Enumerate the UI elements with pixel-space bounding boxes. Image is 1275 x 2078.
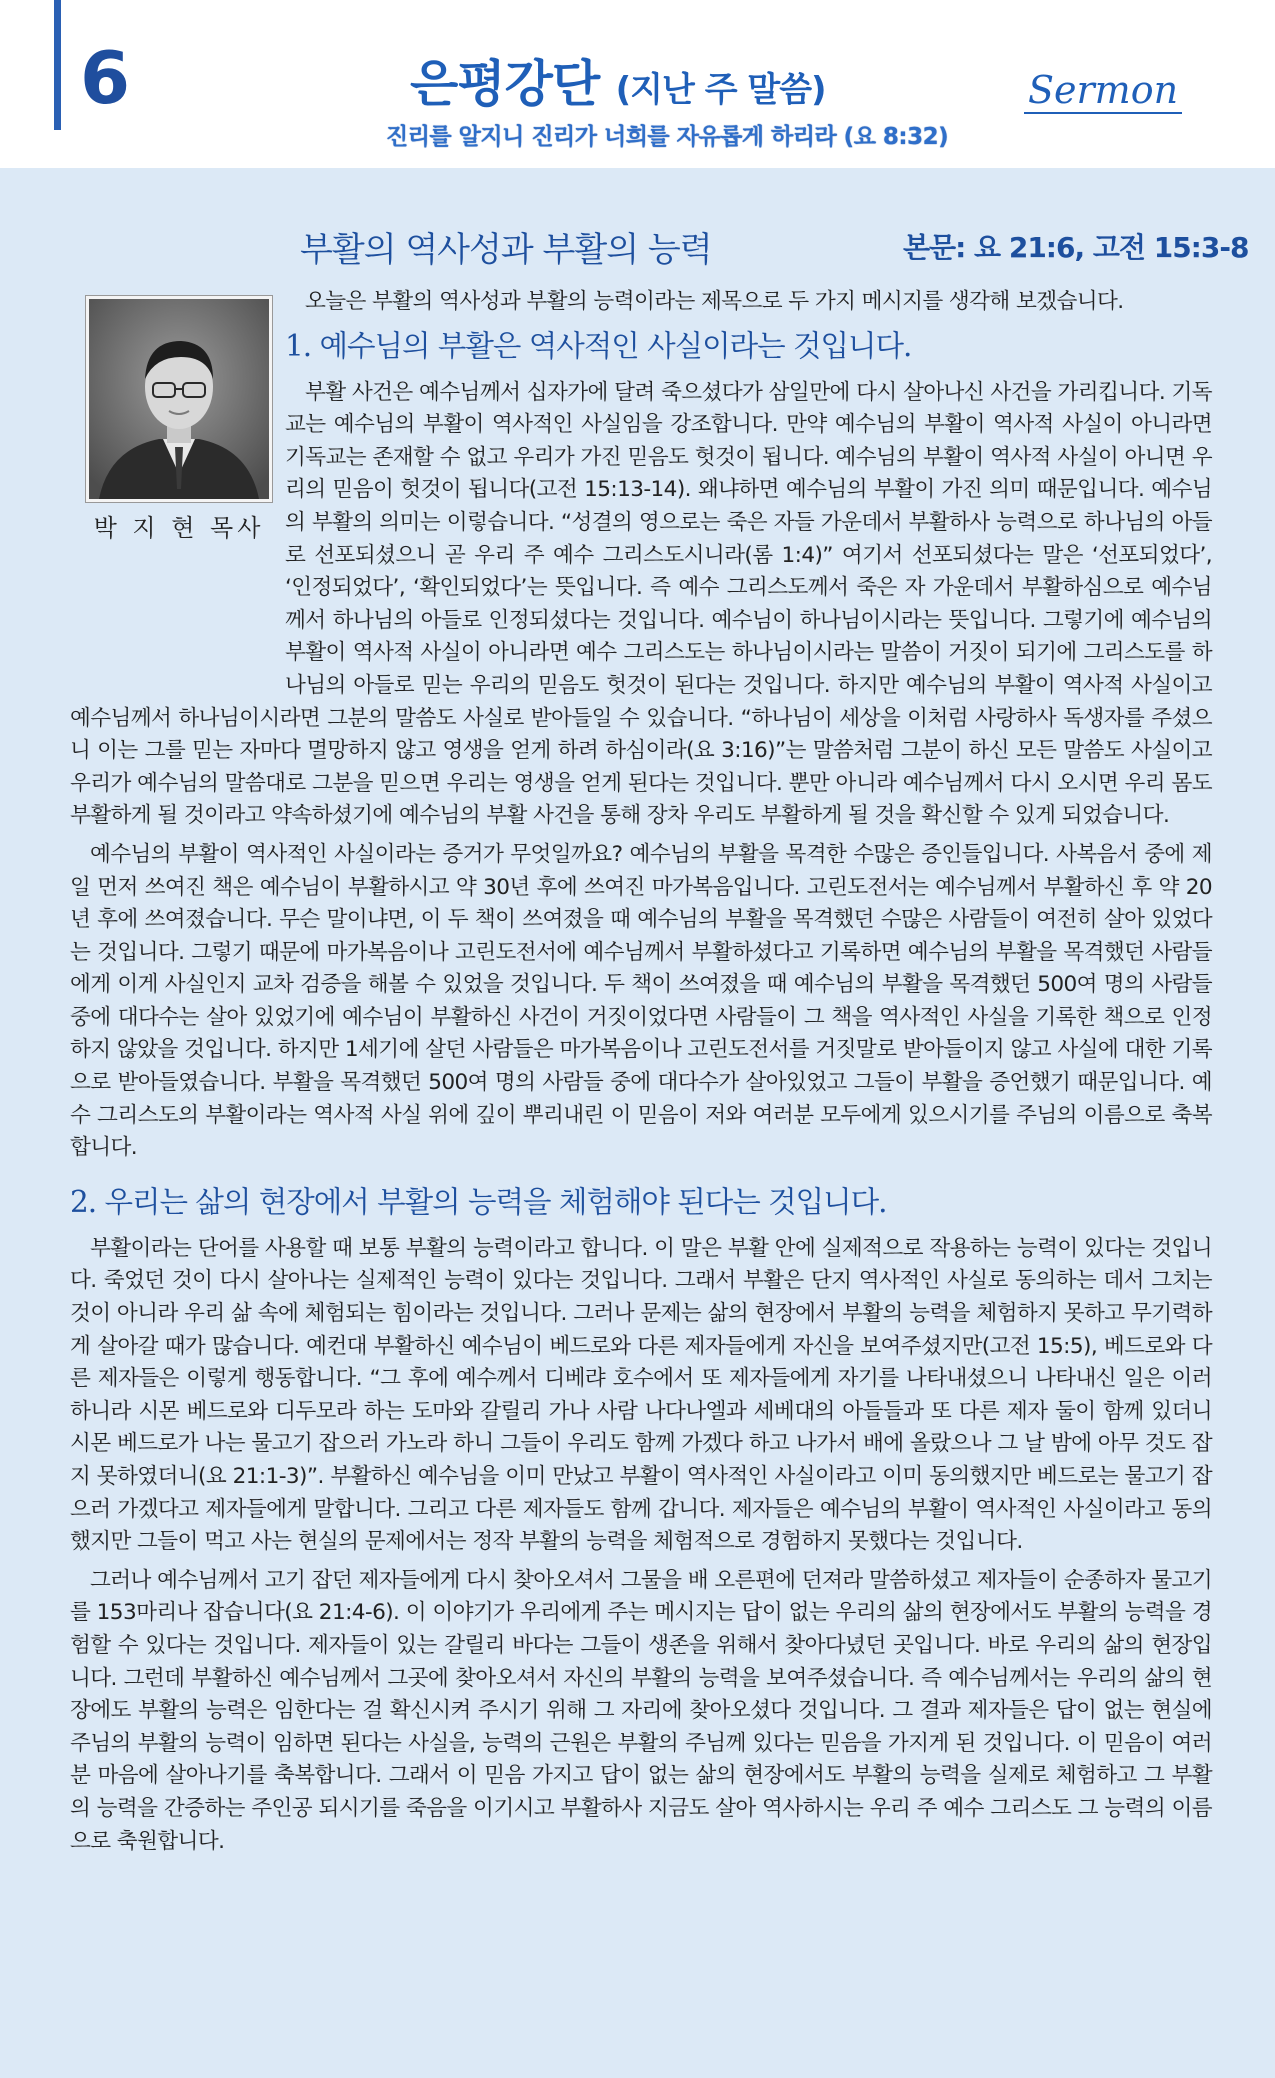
paragraph-3: 부활이라는 단어를 사용할 때 보통 부활의 능력이라고 합니다. 이 말은 부활 안에 실제적으로 작용하는 능력이 있다는 것입니다. 죽었던 것이 다시 살아나는 실제적인 능력이 있다는 것입니다. 그래서 부활은 단지 역사적인 사실로 동의하는 데서 그치는 것이 아니라 우리 삶 속에 체험되는 힘이라는 것입니다. 그러나 문제는 삶의 현장에서 부활의 능력을 체험하지 못하고 무기력하게 살아갈 때가 많습니다. 예컨대 부활하신 예수님이 베드로와 다른 제자들에게 자신을 보여주셨지만(고전 15:5), 베드로와 다른 제자들은 이렇게 행동합니다. “그 후에 예수께서 디베랴 호수에서 또 제자들에게 자기를 나타내셨으니 나타내신 일은 이러하니라 시몬 베드로와 디두모라 하는 도마와 갈릴리 가나 사람 나다나엘과 세베대의 아들들과 또 다른 제자 둘이 함께 있더니 시몬 베드로가 나는 물고기 잡으러 가노라 하니 그들이 우리도 함께 가겠다 하고 나가서 배에 올랐으나 그 날 밤에 아무 것도 잡지 못하였더니(요 21:1-3)”. 부활하신 예수님을 이미 만났고 부활이 역사적인 사실이라고 이미 동의했지만 베드로는 물고기 잡으러 가겠다고 제자들에게 말합니다. 그리고 다른 제자들도 함께 갑니다. 제자들은 예수님의 부활이 역사적인 사실이라고 동의했지만 그들이 먹고 사는 현실의 문제에서는 정작 부활의 능력을 체험적으로 경험하지 못했다는 것입니다. — [70, 1235, 1212, 1555]
sermon-body — [70, 286, 1212, 1864]
photo-spacer — [70, 286, 285, 676]
section-title-sub: (지난 주 말씀) — [615, 70, 826, 110]
section-title-main: 은평강단 — [410, 55, 600, 113]
intro-paragraph: 오늘은 부활의 역사성과 부활의 능력이라는 제목으로 두 가지 메시지를 생각해 보겠습니다. — [305, 289, 1124, 314]
section-title — [410, 44, 826, 116]
pastor-name: 박 지 현 목사 — [93, 514, 265, 542]
sermon-label: Sermon — [1028, 68, 1179, 112]
paragraph-4: 그러나 예수님께서 고기 잡던 제자들에게 다시 찾아오셔서 그물을 배 오른편에 던져라 말씀하셨고 제자들이 순종하자 물고기를 153마리나 잡습니다(요 21:4-6). 이 이야기가 우리에게 주는 메시지는 답이 없는 우리의 삶의 현장에서도 부활의 능력을 경험할 수 있다는 것입니다. 제자들이 있는 갈릴리 바다는 그들이 생존을 위해서 찾아다녔던 곳입니다. 바로 우리의 삶의 현장입니다. 그런데 부활하신 예수님께서 그곳에 찾아오셔서 자신의 부활의 능력을 보여주셨습니다. 즉 예수님께서는 우리의 삶의 현장에도 부활의 능력은 임한다는 걸 확신시켜 주시기 위해 그 자리에 찾아오셨다 것입니다. 그 결과 제자들은 답이 없는 현실에 주님의 부활의 능력이 임하면 된다는 사실을, 능력의 근원은 부활의 주님께 있다는 믿음을 가지게 된 것입니다. 이 믿음이 여러분 마음에 살아나기를 축복합니다. 그래서 이 믿음 가지고 답이 없는 삶의 현장에서도 부활의 능력을 실제로 체험하고 그 부활의 능력을 간증하는 주인공 되시기를 죽음을 이기시고 부활하사 지금도 살아 역사하시는 우리 주 예수 그리스도 그 능력의 이름으로 축원합니다. — [70, 1567, 1212, 1854]
paragraph-2: 예수님의 부활이 역사적인 사실이라는 증거가 무엇일까요? 예수님의 부활을 목격한 수많은 증인들입니다. 사복음서 중에 제일 먼저 쓰여진 책은 예수님이 부활하시고 약 30년 후에 쓰여진 마가복음입니다. 고린도전서는 예수님께서 부활하신 후 약 20년 후에 쓰여졌습니다. 무슨 말이냐면, 이 두 책이 쓰여졌을 때 예수님의 부활을 목격했던 수많은 사람들이 여전히 살아 있었다는 것입니다. 그렇기 때문에 마가복음이나 고린도전서에 예수님께서 부활하셨다고 기록하면 예수님의 부활을 목격했던 사람들에게 이게 사실인지 교차 검증을 해볼 수 있었을 것입니다. 두 책이 쓰여졌을 때 예수님의 부활을 목격했던 500여 명의 사람들 중에 대다수는 살아 있었기에 예수님이 부활하신 사건이 거짓이었다면 사람들이 그 책을 역사적인 사실을 기록한 책으로 인정하지 않았을 것입니다. 하지만 1세기에 살던 사람들은 마가복음이나 고린도전서를 거짓말로 받아들이지 않고 사실에 대한 기록으로 받아들였습니다. 부활을 목격했던 500여 명의 사람들 중에 대다수가 살아있었고 그들이 부활을 증언했기 때문입니다. 예수 그리스도의 부활이라는 역사적 사실 위에 깊이 뿌리내린 이 믿음이 저와 여러분 모두에게 있으시기를 주님의 이름으로 축복합니다. — [70, 841, 1212, 1161]
heading-point-1: 1. 예수님의 부활은 역사적인 사실이라는 것입니다. — [285, 328, 912, 363]
header-accent-bar — [54, 0, 61, 130]
page-header — [0, 0, 1275, 168]
paragraph-1: 부활 사건은 예수님께서 십자가에 달려 죽으셨다가 삼일만에 다시 살아나신 사건을 가리킵니다. 기독교는 예수님의 부활이 역사적인 사실임을 강조합니다. 만약 예수님의 부활이 역사적 사실이 아니라면 기독교는 존재할 수 없고 우리가 가진 믿음도 헛것이 됩니다. 예수님의 부활이 역사적 사실이 아니면 우리의 믿음이 헛것이 됩니다(고전 15:13-14). 왜냐하면 예수님의 부활이 가진 의미 때문입니다. 예수님의 부활의 의미는 이렇습니다. “성결의 영으로는 죽은 자들 가운데서 부활하사 능력으로 하나님의 아들로 선포되셨으니 곧 우리 주 예수 그리스도시니라(롬 1:4)” 여기서 선포되셨다는 말은 ‘선포되었다’, ‘인정되었다’, ‘확인되었다’는 뜻입니다. 즉 예수 그리스도께서 죽은 자 가운데서 부활하심으로 예수님께서 하나님의 아들로 인정되셨다는 것입니다. 예수님이 하나님이시라는 뜻입니다. 그렇기에 예수님의 부활이 역사적 사실이 아니라면 예수 그리스도는 하나님이시라는 말씀이 거짓이 되기에 그리스도를 하나님의 아들로 믿는 우리의 믿음도 헛것이 된다는 것입니다. 하지만 예수님의 부활이 역사적 사실이고 예수님께서 하나님이시라면 그분의 말씀도 사실로 받아들일 수 있습니다. “하나님이 세상을 이처럼 사랑하사 독생자를 주셨으니 이는 그를 믿는 자마다 멸망하지 않고 영생을 얻게 하려 하심이라(요 3:16)”는 말씀처럼 그분이 하신 모든 말씀도 사실이고 우리가 예수님의 말씀대로 그분을 믿으면 우리는 영생을 얻게 된다는 것입니다. 뿐만 아니라 예수님께서 다시 오시면 우리 몸도 부활하게 될 것이라고 약속하셨기에 예수님의 부활 사건을 통해 장차 우리도 부활하게 될 것을 확신할 수 있게 되었습니다. — [70, 379, 1212, 829]
scripture-reference: 본문: 요 21:6, 고전 15:3-8 — [903, 231, 1249, 264]
sermon-content — [0, 168, 1275, 2078]
sermon-title: 부활의 역사성과 부활의 능력 — [300, 230, 712, 270]
heading-point-2: 2. 우리는 삶의 현장에서 부활의 능력을 체험해야 된다는 것입니다. — [70, 1184, 887, 1219]
page-number: 6 — [80, 36, 131, 120]
header-verse: 진리를 알지니 진리가 너희를 자유롭게 하리라 (요 8:32) — [386, 124, 949, 150]
